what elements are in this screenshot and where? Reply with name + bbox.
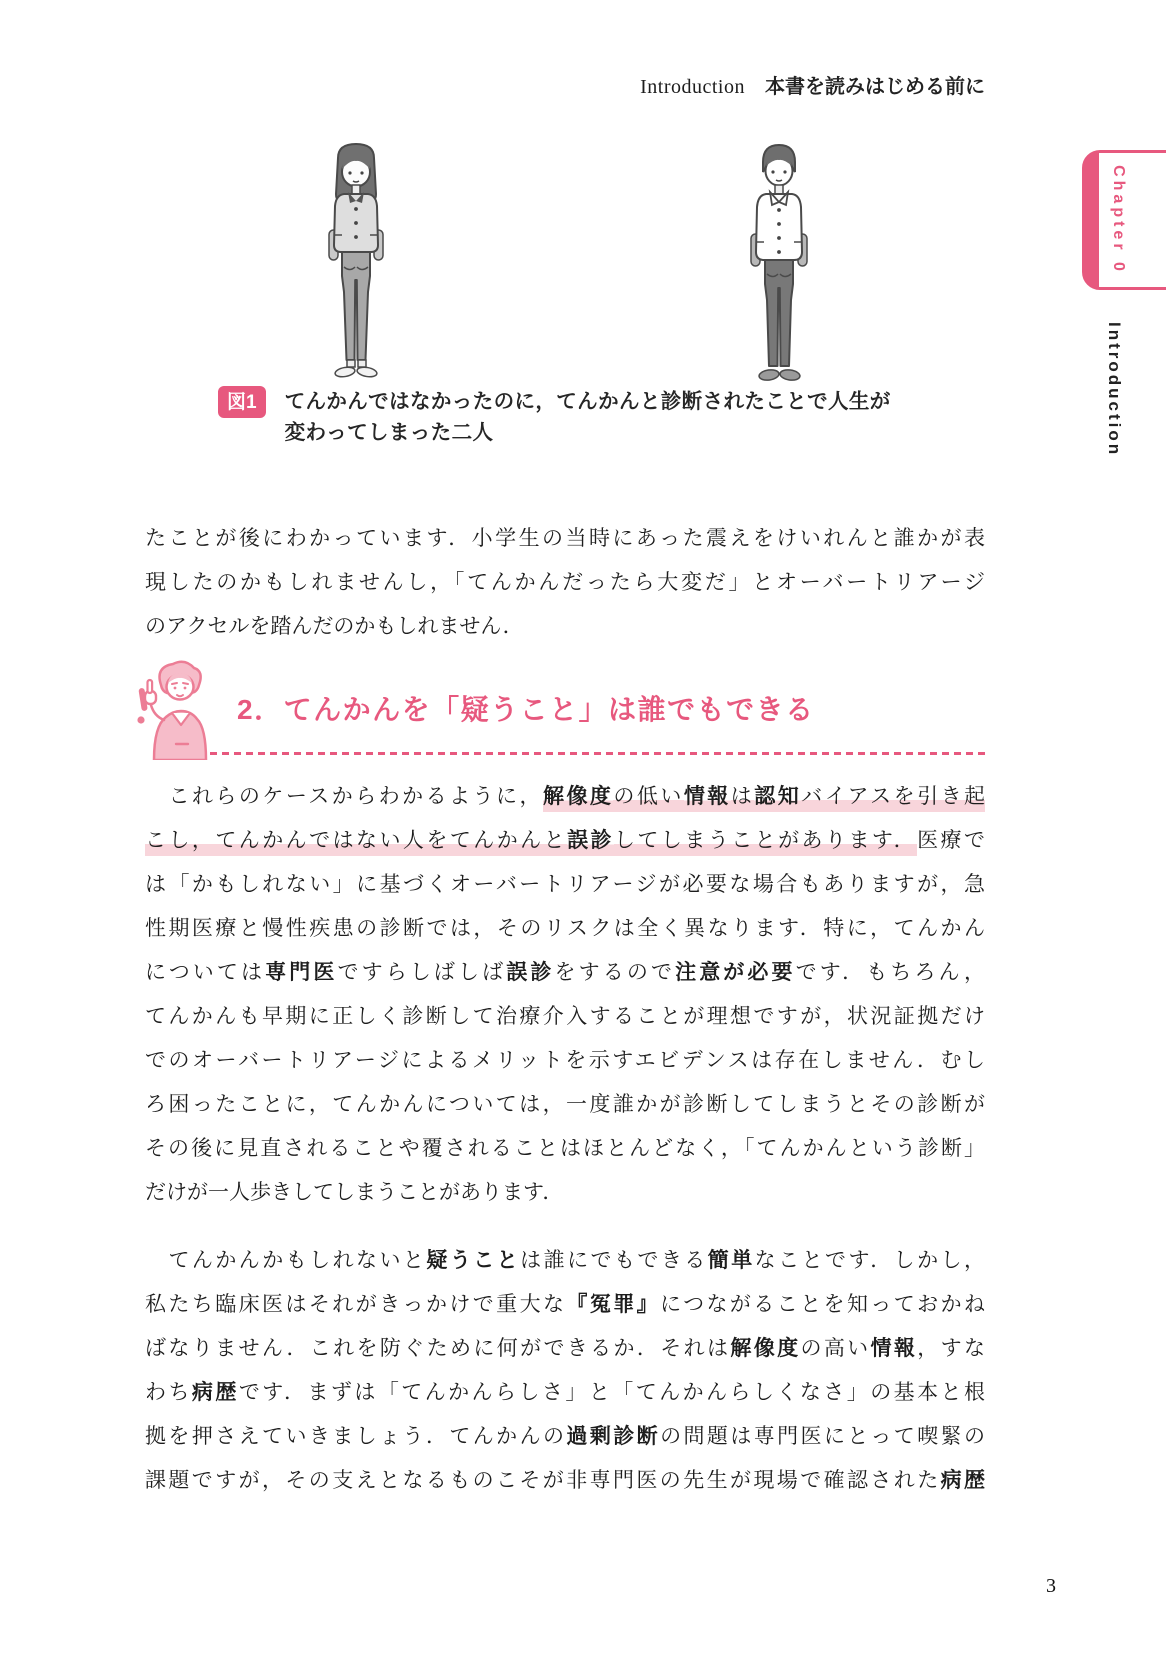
body-text: 性期医療と慢性疾患の診断では，そのリスクは全く異なります．特に，てんかん xyxy=(145,916,985,940)
section-heading-dashed-rule xyxy=(186,752,985,755)
body-text: 私たち臨床医はそれがきっかけで重大な xyxy=(145,1292,567,1316)
section-heading: 2．てんかんを「疑うこと」は誰でもできる xyxy=(237,694,815,725)
emphasized-text: 病歴 xyxy=(191,1381,239,1404)
chapter-tab-label: Chapter 0 xyxy=(1110,165,1127,275)
body-text: ，すな xyxy=(917,1336,986,1360)
highlighted-text: 情報 xyxy=(684,785,731,812)
figure-caption-line1: てんかんではなかったのに，てんかんと診断されたことで人生が xyxy=(284,390,891,413)
chapter-tab-strip xyxy=(1085,153,1099,287)
highlighted-text: の低い xyxy=(613,784,683,812)
body-text: だけが一人歩きしてしまうことがあります． xyxy=(145,1180,564,1204)
body-text: なことです．しかし， xyxy=(754,1248,986,1272)
body-text: 現したのかもしれませんし，「てんかんだったら大変だ」とオーバートリアージ xyxy=(145,570,985,594)
emphasized-text: 誤診 xyxy=(506,961,555,984)
body-text: でのオーバートリアージによるメリットを示すエビデンスは存在しません．むし xyxy=(145,1048,985,1072)
paragraph-2 xyxy=(145,774,985,1214)
highlighted-text: 解像度 xyxy=(543,785,613,812)
running-head-japanese: 本書を読みはじめる前に xyxy=(765,76,985,98)
text-line xyxy=(145,516,985,560)
body-text: ですらしばしば xyxy=(337,960,507,984)
body-text: 課題ですが，その支えとなるものこそが非専門医の先生が現場で確認された xyxy=(145,1468,941,1492)
figure-number-badge: 図1 xyxy=(218,386,266,418)
body-text: は「かもしれない」に基づくオーバートリアージが必要な場合もありますが，急 xyxy=(145,872,985,896)
text-line xyxy=(145,950,985,994)
text-line xyxy=(145,774,985,818)
body-text: です．もちろん， xyxy=(795,960,986,984)
body-text: 拠を押さえていきましょう．てんかんの xyxy=(145,1424,567,1448)
emphasized-text: 『冤罪』 xyxy=(566,1293,661,1316)
emphasized-text: 病歴 xyxy=(940,1469,986,1492)
figure-caption-line2: 変わってしまった二人 xyxy=(284,421,494,444)
highlighted-text: バイアスを引き起 xyxy=(801,784,985,812)
emphasized-text: 疑うこと xyxy=(426,1249,521,1272)
emphasized-text: 過剰診断 xyxy=(566,1425,661,1448)
emphasized-text: 注意が必要 xyxy=(675,961,796,984)
body-text: をするので xyxy=(554,960,676,984)
paragraph-3 xyxy=(145,1238,985,1502)
text-line xyxy=(145,1170,985,1214)
text-line xyxy=(145,1238,985,1282)
running-head xyxy=(640,70,985,99)
figure-caption xyxy=(218,386,891,448)
chapter-subtitle-vertical: Introduction xyxy=(1105,322,1124,458)
running-head-english: Introduction xyxy=(640,76,745,98)
highlighted-text: 誤診 xyxy=(567,829,614,856)
text-line xyxy=(145,604,985,648)
text-line xyxy=(145,1282,985,1326)
body-text: その後に見直されることや覆されることはほとんどなく，「てんかんという診断」 xyxy=(145,1136,985,1160)
text-line xyxy=(145,1326,985,1370)
emphasized-text: 専門医 xyxy=(265,961,338,984)
highlighted-text: こし，てんかんではない人をてんかんと xyxy=(145,828,567,856)
text-line xyxy=(145,906,985,950)
text-line xyxy=(145,1126,985,1170)
body-text: 医療で xyxy=(917,828,986,852)
body-text: につながることを知っておかね xyxy=(660,1292,986,1316)
body-text: については xyxy=(145,960,266,984)
text-line xyxy=(145,1458,985,1502)
highlighted-text: してしまうことがあります． xyxy=(614,828,917,856)
highlighted-text: 認知 xyxy=(754,785,801,812)
body-text: これらのケースからわかるように， xyxy=(145,784,543,808)
body-text: ろ困ったことに，てんかんについては，一度誰かが診断してしまうとその診断が xyxy=(145,1092,985,1116)
body-text: の高い xyxy=(800,1336,871,1360)
body-text: のアクセルを踏んだのかもしれません． xyxy=(145,614,524,638)
text-line xyxy=(145,862,985,906)
body-text: てんかんかもしれないと xyxy=(145,1248,427,1272)
emphasized-text: 解像度 xyxy=(730,1337,801,1360)
text-line xyxy=(145,818,985,862)
text-line xyxy=(145,1082,985,1126)
emphasized-text: 簡単 xyxy=(707,1249,755,1272)
emphasized-text: 情報 xyxy=(870,1337,918,1360)
text-line xyxy=(145,1370,985,1414)
body-text: は誰にでもできる xyxy=(520,1248,708,1272)
text-line xyxy=(145,1414,985,1458)
body-text: わち xyxy=(145,1380,192,1404)
body-text: の問題は専門医にとって喫緊の xyxy=(660,1424,986,1448)
body-text: てんかんも早期に正しく診断して治療介入することが理想ですが，状況証拠だけ xyxy=(145,1004,985,1028)
body-text: です．まずは「てんかんらしさ」と「てんかんらしくなさ」の基本と根 xyxy=(238,1380,986,1404)
text-line xyxy=(145,1038,985,1082)
man-standing-illustration xyxy=(736,142,822,389)
highlighted-text: は xyxy=(731,784,754,812)
figure-caption-text xyxy=(285,386,891,448)
doctor-raising-finger-icon xyxy=(134,658,218,765)
chapter-tab xyxy=(1082,150,1166,290)
body-text: ばなりません．これを防ぐために何ができるか．それは xyxy=(145,1336,731,1360)
paragraph-1 xyxy=(145,516,985,648)
page-number: 3 xyxy=(1046,1575,1056,1597)
woman-standing-illustration xyxy=(316,142,396,387)
text-line xyxy=(145,994,985,1038)
body-text: たことが後にわかっています．小学生の当時にあった震えをけいれんと誰かが表 xyxy=(145,526,985,550)
text-line xyxy=(145,560,985,604)
